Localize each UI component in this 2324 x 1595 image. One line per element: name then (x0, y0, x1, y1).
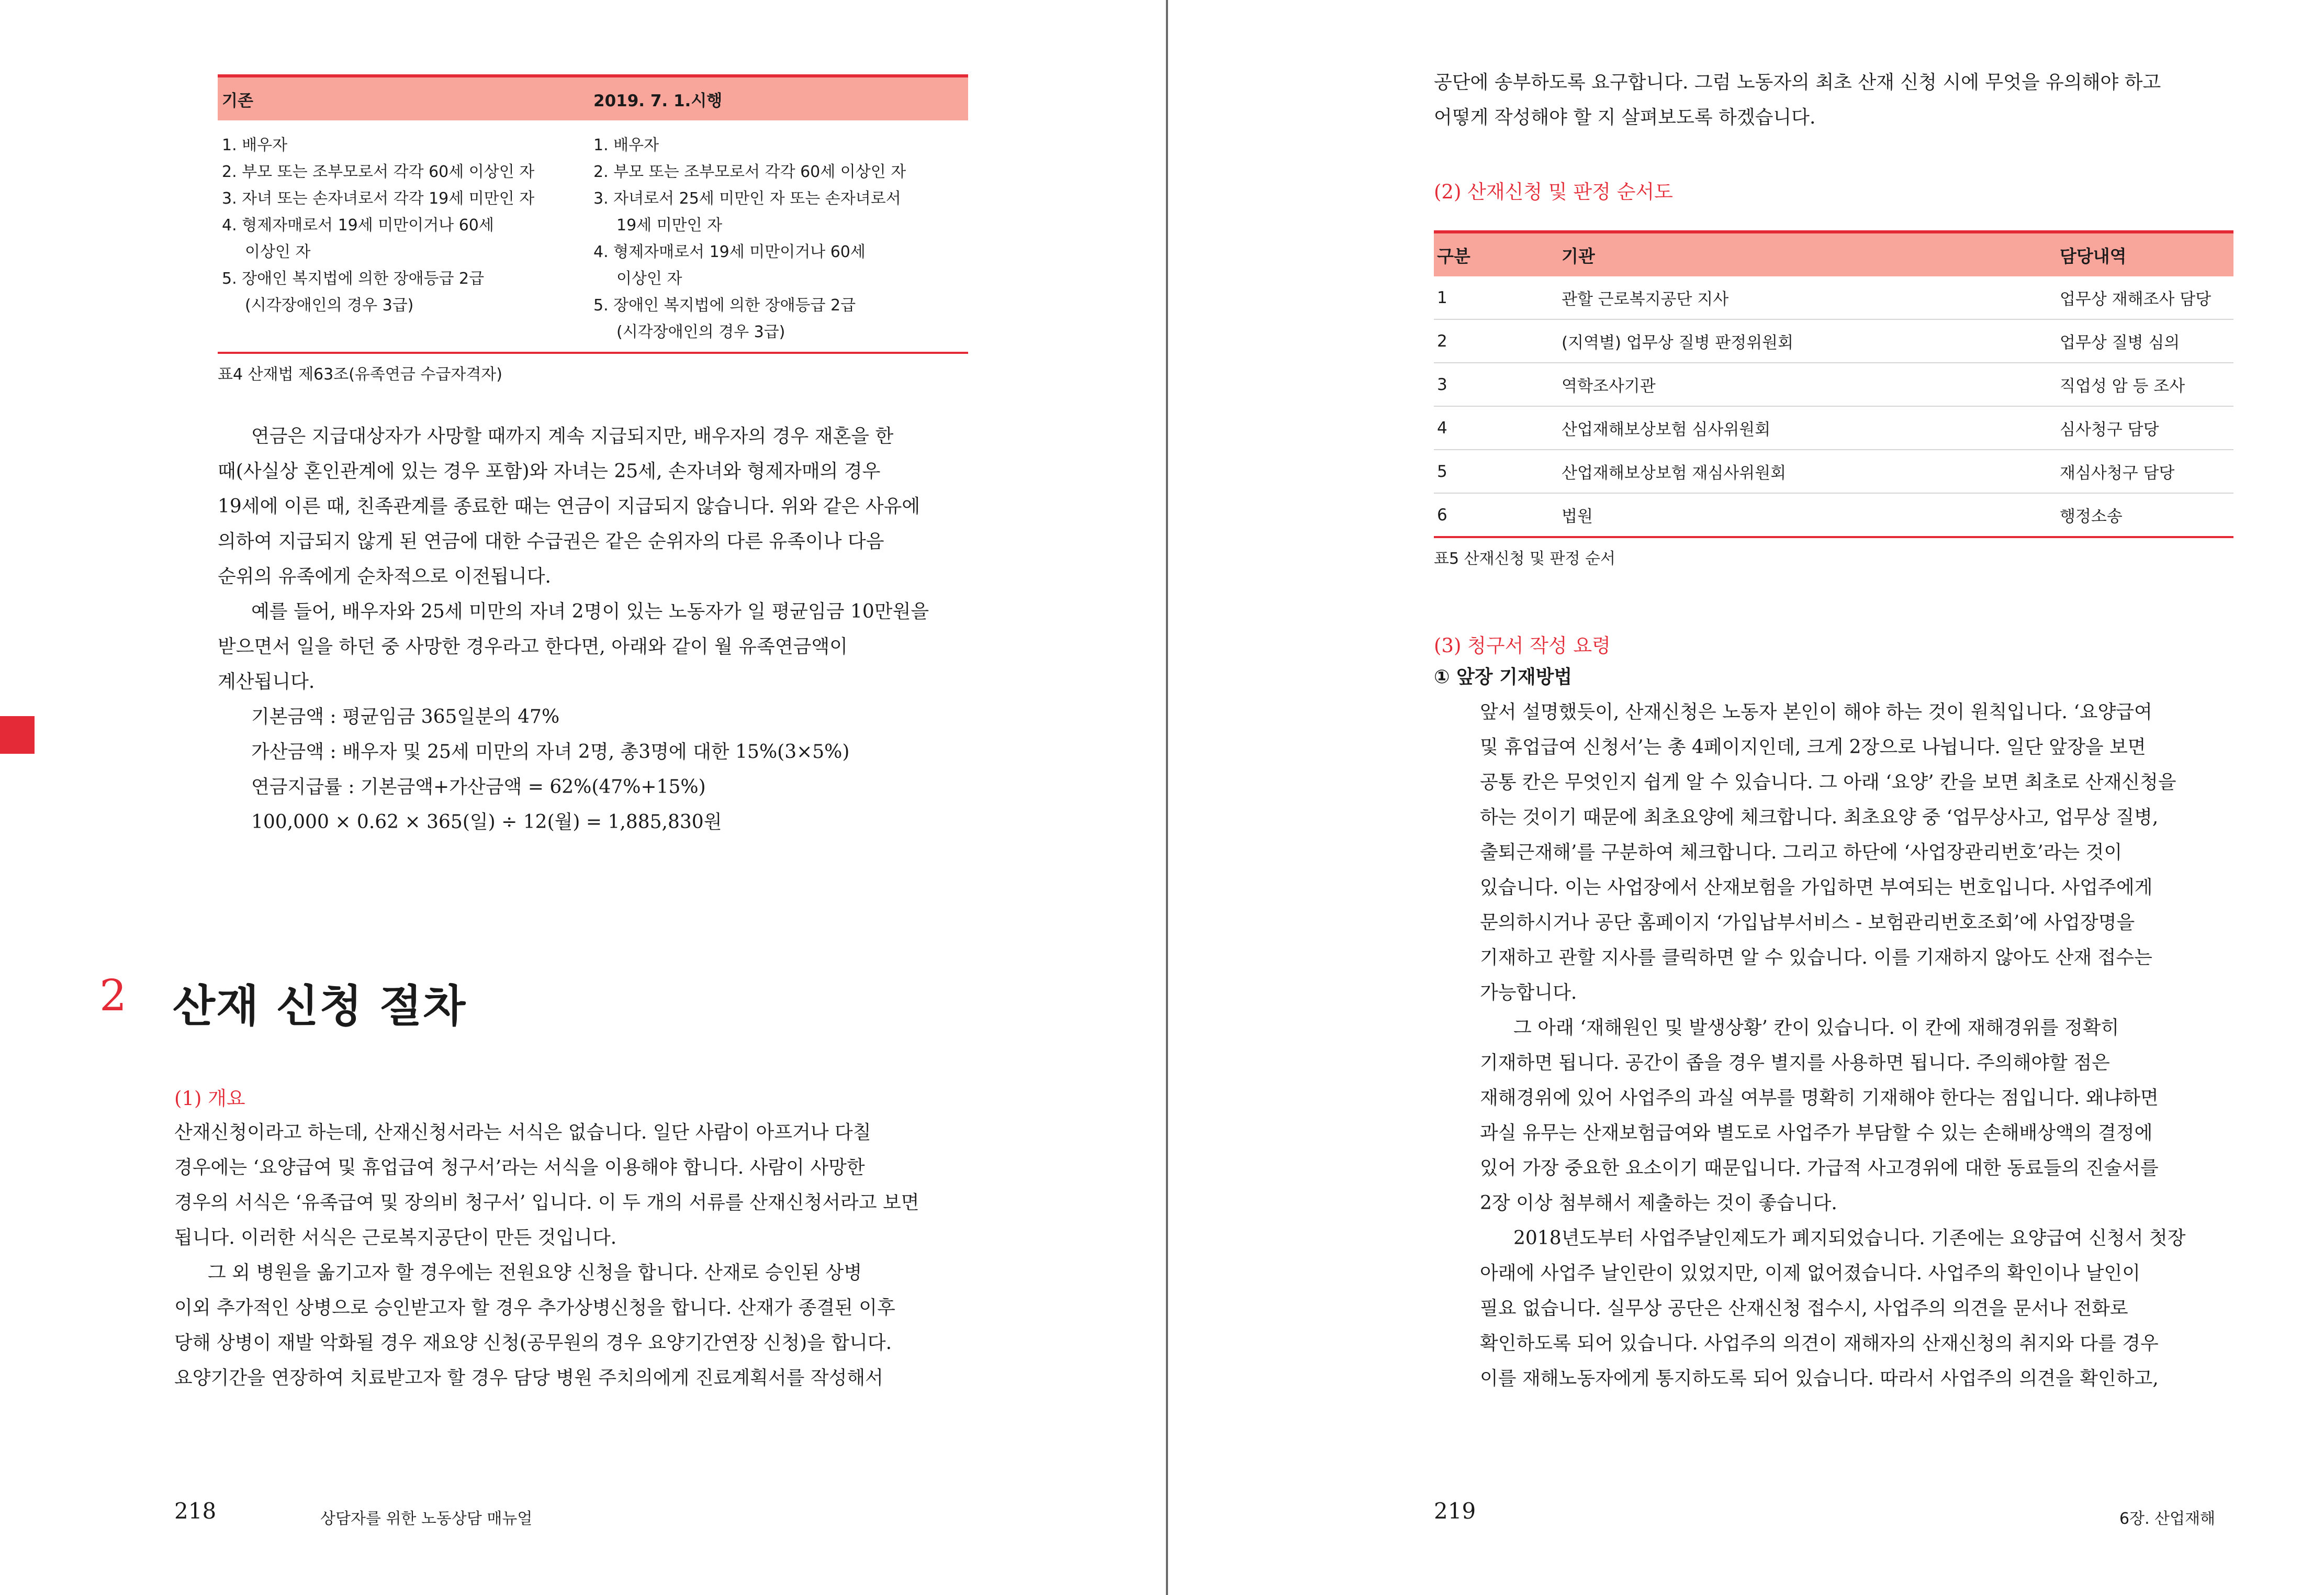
table-4-header-after: 2019. 7. 1.시행 (589, 76, 968, 120)
table-row (1434, 276, 2233, 319)
text-line: 산재신청이라고 하는데, 산재신청서라는 서식은 없습니다. 일단 사람이 아프거나 다칠 (174, 1122, 871, 1143)
table-4-item: 1. 배우자 (593, 136, 659, 154)
text-line: 받으면서 일을 하던 중 사망한 경우라고 한다면, 아래와 같이 월 유족연금액이 (218, 636, 848, 657)
table-cell: 산업재해보상보험 심사위원회 (1558, 406, 2057, 450)
text-line: 공통 칸은 무엇인지 쉽게 알 수 있습니다. 그 아래 ‘요양’ 칸을 보면 최초로 산재신청을 (1480, 772, 2176, 793)
text-line: 문의하시거나 공단 홈페이지 ‘가입납부서비스 - 보험관리번호조회’에 사업장명을 (1480, 912, 2135, 933)
table-4-item: 1. 배우자 (222, 136, 288, 154)
table-cell: 법원 (1558, 493, 2057, 537)
table-cell: 6 (1434, 493, 1558, 537)
text-line: 의하여 지급되지 않게 된 연금에 대한 수급권은 같은 순위자의 다른 유족이나 다음 (218, 531, 884, 552)
table-cell: 4 (1434, 406, 1558, 450)
chapter-title: 산재 신청 절차 (173, 980, 467, 1032)
text-line: 있어 가장 중요한 요소이기 때문입니다. 가급적 사고경위에 대한 동료들의 진술서를 (1480, 1157, 2159, 1179)
table-5-caption: 표5 산재신청 및 판정 순서 (1434, 550, 1616, 568)
text-line: 이를 재해노동자에게 통지하도록 되어 있습니다. 따라서 사업주의 의견을 확인하고, (1480, 1368, 2159, 1389)
left-running-title: 상담자를 위한 노동상담 매뉴얼 (320, 1510, 533, 1528)
text-line: 순위의 유족에게 순차적으로 이전됩니다. (218, 566, 551, 587)
table-4-item: 4. 형제자매로서 19세 미만이거나 60세 (222, 216, 494, 235)
text-line: 됩니다. 이러한 서식은 근로복지공단이 만든 것입니다. (174, 1227, 617, 1248)
table-5 (1434, 230, 2233, 538)
text-line: 100,000 × 0.62 × 365(일) ÷ 12(월) = 1,885,830원 (251, 811, 722, 833)
table-row (1434, 406, 2233, 450)
table-cell: 3 (1434, 363, 1558, 406)
table-cell: 2 (1434, 319, 1558, 363)
table-4 (218, 74, 968, 354)
table-4-header-before: 기존 (218, 76, 589, 120)
text-line: 과실 유무는 산재보험급여와 별도로 사업주가 부담할 수 있는 손해배상액의 결정에 (1480, 1122, 2153, 1144)
text-line: 앞서 설명했듯이, 산재신청은 노동자 본인이 해야 하는 것이 원칙입니다. ‘요양급여 (1480, 701, 2152, 723)
text-line: 가능합니다. (1480, 982, 1577, 1003)
text-line: 예를 들어, 배우자와 25세 미만의 자녀 2명이 있는 노동자가 일 평균임금 10만원을 (251, 601, 929, 622)
text-line: 경우의 서식은 ‘유족급여 및 장의비 청구서’ 입니다. 이 두 개의 서류를 산재신청서라고 보면 (174, 1192, 919, 1213)
table-cell: 5 (1434, 450, 1558, 493)
table-cell: 산업재해보상보험 재심사위원회 (1558, 450, 2057, 493)
table-4-item: 이상인 자 (616, 270, 682, 288)
text-line: 아래에 사업주 날인란이 있었지만, 이제 없어졌습니다. 사업주의 확인이나 날인이 (1480, 1263, 2141, 1284)
text-line: 및 휴업급여 신청서’는 총 4페이지인데, 크게 2장으로 나뉩니다. 일단 앞장을 보면 (1480, 737, 2146, 758)
table-4-item: 3. 자녀 또는 손자녀로서 각각 19세 미만인 자 (222, 189, 535, 208)
section-1-body (174, 1115, 919, 1396)
table-4-item: 5. 장애인 복지법에 의한 장애등급 2급 (222, 270, 485, 288)
text-line: 어떻게 작성해야 할 지 살펴보도록 하겠습니다. (1434, 107, 1816, 128)
text-line: 그 아래 ‘재해원인 및 발생상황’ 칸이 있습니다. 이 칸에 재해경위를 정확히 (1513, 1017, 2119, 1039)
table-cell: 심사청구 담당 (2057, 406, 2233, 450)
subsection-1-title: ① 앞장 기재방법 (1434, 666, 1573, 688)
left-body-text (218, 419, 929, 840)
table-cell: (지역별) 업무상 질병 판정위원회 (1558, 319, 2057, 363)
table-4-item: (시각장애인의 경우 3급) (616, 323, 785, 341)
text-line: 연금은 지급대상자가 사망할 때까지 계속 지급되지만, 배우자의 경우 재혼을 한 (251, 426, 894, 447)
table-4-item: 3. 자녀로서 25세 미만인 자 또는 손자녀로서 (593, 189, 901, 208)
table-row (1434, 450, 2233, 493)
right-page-number: 219 (1434, 1498, 1476, 1524)
table-cell: 행정소송 (2057, 493, 2233, 537)
text-line: 때(사실상 혼인관계에 있는 경우 포함)와 자녀는 25세, 손자녀와 형제자매의 경우 (218, 461, 881, 482)
text-line: 연금지급률 : 기본금액+가산금액 = 62%(47%+15%) (251, 776, 706, 798)
text-line: 있습니다. 이는 사업장에서 산재보험을 가입하면 부여되는 번호입니다. 사업주에게 (1480, 877, 2153, 898)
text-line: 2018년도부터 사업주날인제도가 폐지되었습니다. 기존에는 요양급여 신청서 첫장 (1513, 1228, 2186, 1249)
table-5-header-agency: 기관 (1558, 232, 2057, 276)
table-cell: 1 (1434, 276, 1558, 319)
table-4-item: 2. 부모 또는 조부모로서 각각 60세 이상인 자 (222, 163, 535, 181)
text-line: 재해경위에 있어 사업주의 과실 여부를 명확히 기재해야 한다는 점입니다. 왜냐하면 (1480, 1087, 2159, 1109)
text-line: 하는 것이기 때문에 최초요양에 체크합니다. 최초요양 중 ‘업무상사고, 업무상 질병, (1480, 807, 2159, 828)
table-row (1434, 493, 2233, 537)
text-line: 그 외 병원을 옮기고자 할 경우에는 전원요양 신청을 합니다. 산재로 승인된 상병 (208, 1262, 862, 1284)
section-1-title: (1) 개요 (174, 1087, 245, 1110)
table-row (1434, 319, 2233, 363)
chapter-number: 2 (99, 971, 127, 1021)
table-cell: 직업성 암 등 조사 (2057, 363, 2233, 406)
table-cell: 관할 근로복지공단 지사 (1558, 276, 2057, 319)
table-4-item: (시각장애인의 경우 3급) (245, 296, 414, 315)
text-line: 기재하면 됩니다. 공간이 좁을 경우 별지를 사용하면 됩니다. 주의해야할 점은 (1480, 1052, 2110, 1074)
text-line: 가산금액 : 배우자 및 25세 미만의 자녀 2명, 총3명에 대한 15%(3×5%) (251, 741, 850, 763)
text-line: 19세에 이른 때, 친족관계를 종료한 때는 연금이 지급되지 않습니다. 위와 같은 사유에 (218, 496, 920, 517)
text-line: 필요 없습니다. 실무상 공단은 산재신청 접수시, 사업주의 의견을 문서나 전화로 (1480, 1298, 2128, 1319)
table-5-header-duty: 담당내역 (2057, 232, 2233, 276)
table-row (1434, 363, 2233, 406)
table-cell: 역학조사기관 (1558, 363, 2057, 406)
text-line: 확인하도록 되어 있습니다. 사업주의 의견이 재해자의 산재신청의 취지와 다를 경우 (1480, 1333, 2159, 1354)
table-4-item: 19세 미만인 자 (616, 216, 723, 235)
text-line: 이외 추가적인 상병으로 승인받고자 할 경우 추가상병신청을 합니다. 산재가 종결된 이후 (174, 1297, 895, 1319)
text-line: 당해 상병이 재발 악화될 경우 재요양 신청(공무원의 경우 요양기간연장 신청)을 합니다. (174, 1332, 892, 1354)
section-2-title: (2) 산재신청 및 판정 순서도 (1434, 181, 1673, 203)
text-line: 계산됩니다. (218, 671, 315, 693)
book-spine (1166, 0, 1168, 1595)
chapter-side-tab (0, 716, 35, 754)
text-line: 요양기간을 연장하여 치료받고자 할 경우 담당 병원 주치의에게 진료계획서를 작성해서 (174, 1367, 883, 1389)
right-running-title: 6장. 산업재해 (2119, 1510, 2216, 1528)
table-5-header-no: 구분 (1434, 232, 1558, 276)
table-cell: 재심사청구 담당 (2057, 450, 2233, 493)
text-line: 출퇴근재해’를 구분하여 체크합니다. 그리고 하단에 ‘사업장관리번호’라는 것이 (1480, 842, 2123, 863)
left-page-number: 218 (174, 1498, 217, 1524)
table-4-item: 5. 장애인 복지법에 의한 장애등급 2급 (593, 296, 856, 315)
table-4-col-before (218, 120, 589, 353)
right-intro-text (1434, 65, 2161, 135)
text-line: 2장 이상 첨부해서 제출하는 것이 좋습니다. (1480, 1192, 1837, 1214)
table-4-item: 이상인 자 (245, 243, 311, 261)
table-4-item: 4. 형제자매로서 19세 미만이거나 60세 (593, 243, 866, 261)
text-line: 기재하고 관할 지사를 클릭하면 알 수 있습니다. 이를 기재하지 않아도 산재 접수는 (1480, 947, 2152, 968)
table-4-col-after (589, 120, 968, 353)
table-cell: 업무상 질병 심의 (2057, 319, 2233, 363)
table-cell: 업무상 재해조사 담당 (2057, 276, 2233, 319)
text-line: 경우에는 ‘요양급여 및 휴업급여 청구서’라는 서식을 이용해야 합니다. 사람이 사망한 (174, 1157, 865, 1178)
text-line: 공단에 송부하도록 요구합니다. 그럼 노동자의 최초 산재 신청 시에 무엇을 유의해야 하고 (1434, 72, 2161, 93)
table-4-item: 2. 부모 또는 조부모로서 각각 60세 이상인 자 (593, 163, 906, 181)
section-3-body (1480, 695, 2186, 1396)
section-3-title: (3) 청구서 작성 요령 (1434, 634, 1611, 657)
text-line: 기본금액 : 평균임금 365일분의 47% (251, 706, 560, 728)
table-4-caption: 표4 산재법 제63조(유족연금 수급자격자) (218, 365, 502, 384)
